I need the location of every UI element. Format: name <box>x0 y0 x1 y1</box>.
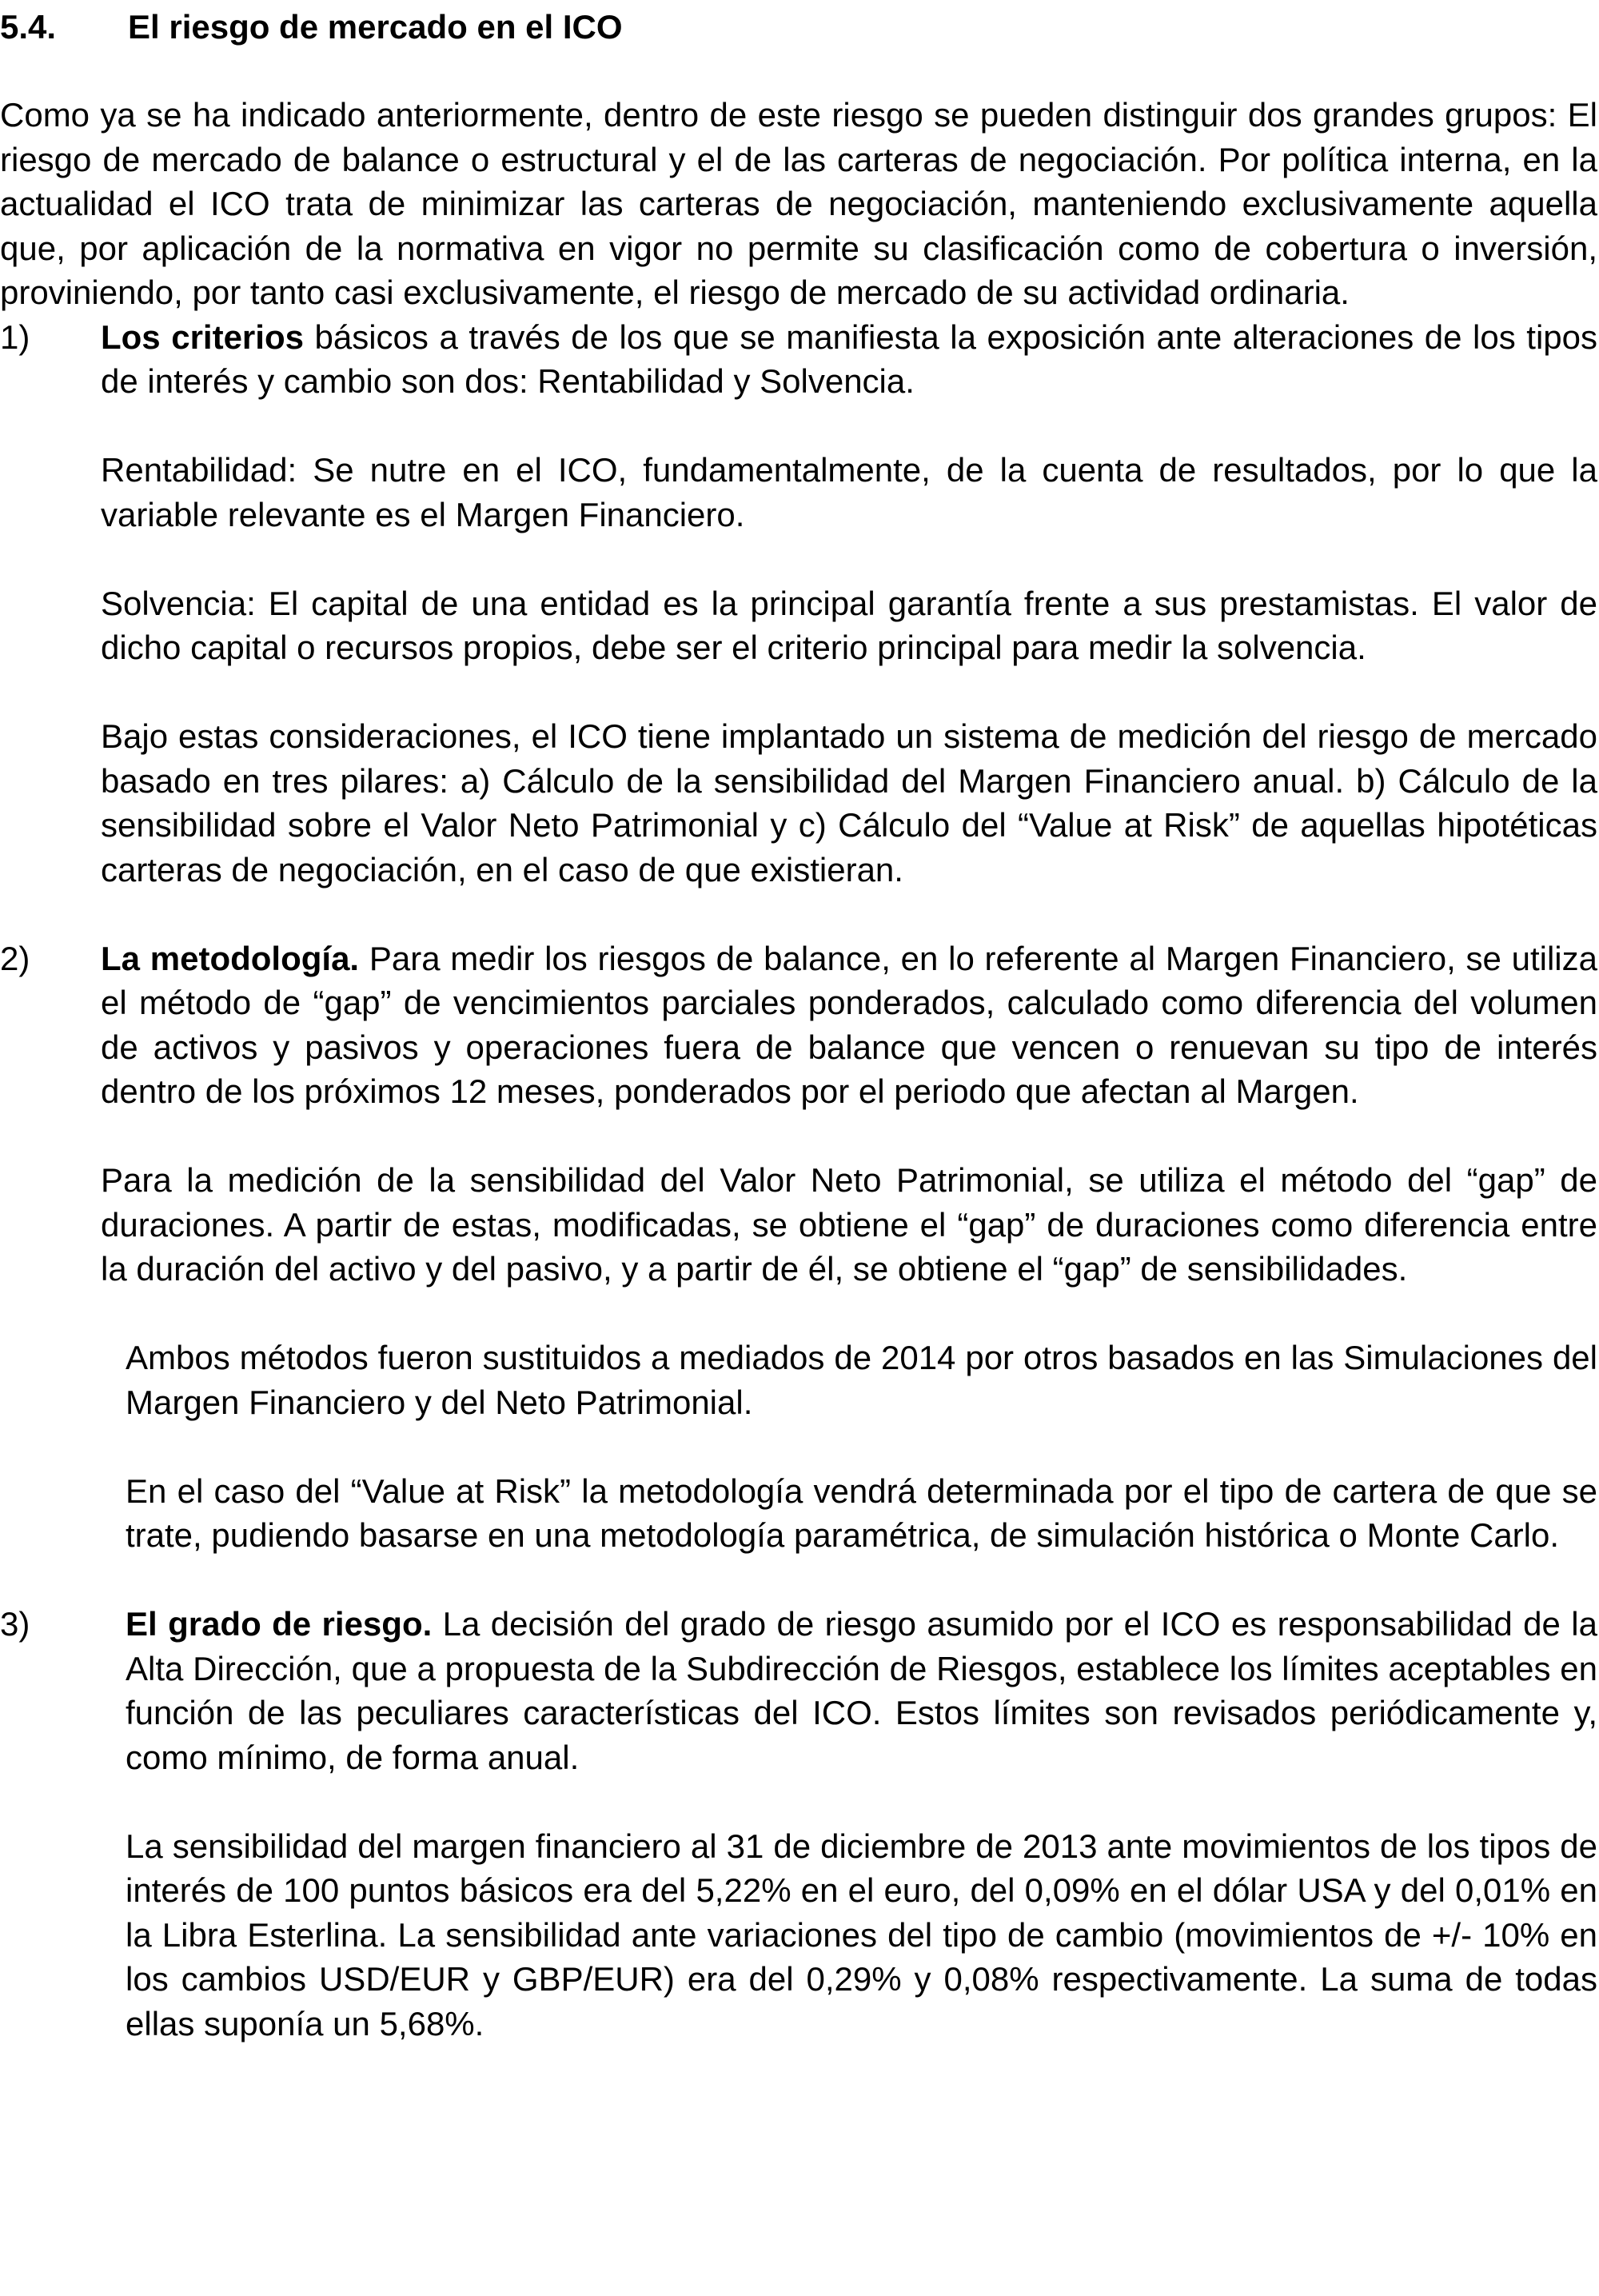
metodologia-paragraph <box>101 936 1597 1114</box>
sustitucion-paragraph: Ambos métodos fueron sustituidos a mediados de 2014 por otros basados en las Simulaciones del Margen Financiero y del Neto Patrimonial. <box>126 1339 1597 1421</box>
list-marker: 3) <box>0 1605 30 1643</box>
criterios-text: básicos a través de los que se manifiesta la exposición ante alteraciones de los tipos de interés y cambio son dos: Rentabilidad y Solvencia. <box>101 317 1597 400</box>
grado-riesgo-text: La decisión del grado de riesgo asumido por el ICO es responsabilidad de la Alta Dirección, que a propuesta de la Subdirección de Riesgos, establece los límites aceptables en función de las peculiares características del ICO. Estos límites son revisados periódicamente y, como mínimo, de forma anual. <box>126 1605 1597 1776</box>
criterios-lead: Los criterios <box>101 317 304 356</box>
spacer <box>0 1292 1597 1336</box>
section-title: El riesgo de mercado en el ICO <box>128 8 623 46</box>
spacer <box>0 892 1597 936</box>
list-item-body <box>126 1602 1597 2046</box>
metodologia-lead: La metodología. <box>101 939 360 977</box>
indented-block <box>0 1336 1597 1558</box>
pilares-paragraph: Bajo estas consideraciones, el ICO tiene implantado un sistema de medición del riesgo de mercado basado en tres pilares: a) Cálculo de la sensibilidad del Margen Financiero anual. b) Cálculo de la sensibilidad sobre el Valor Neto Patrimonial y c) Cálculo del “Value at Risk” de aquellas hipotéticas carteras de negociación, en el caso de que existieran. <box>101 717 1597 888</box>
rentabilidad-paragraph: Rentabilidad: Se nutre en el ICO, fundamentalmente, de la cuenta de resultados, por lo que la variable relevante es el Margen Financiero. <box>101 451 1597 533</box>
criterios-paragraph <box>101 315 1597 404</box>
spacer <box>0 1558 1597 1603</box>
grado-riesgo-paragraph <box>126 1602 1597 1779</box>
intro-paragraph: Como ya se ha indicado anteriormente, dentro de este riesgo se pueden distinguir dos grandes grupos: El riesgo de mercado de balance o estructural y el de las carteras de negociación. Por política interna, en la actualidad el ICO trata de minimizar las carteras de negociación, manteniendo exclusivamente aquella que, por aplicación de la normativa en vigor no permite su clasificación como de cobertura o inversión, proviniendo, por tanto casi exclusivamente, el riesgo de mercado de su actividad ordinaria. <box>0 96 1597 311</box>
solvencia-paragraph: Solvencia: El capital de una entidad es la principal garantía frente a sus prestamistas. El valor de dicho capital o recursos propios, debe ser el criterio principal para medir la solvencia. <box>101 584 1597 666</box>
list-item-metodologia <box>0 936 1597 1292</box>
list-marker: 1) <box>0 317 30 356</box>
list-item-grado-riesgo <box>0 1602 1597 2046</box>
section-heading <box>0 5 1597 49</box>
section-number: 5.4. <box>0 8 57 46</box>
list-item-body <box>101 315 1597 892</box>
grado-riesgo-lead: El grado de riesgo. <box>126 1605 433 1643</box>
list-marker: 2) <box>0 939 30 977</box>
list-item-criterios <box>0 315 1597 892</box>
valor-neto-paragraph: Para la medición de la sensibilidad del Valor Neto Patrimonial, se utiliza el método del “gap” de duraciones. A partir de estas, modificadas, se obtiene el “gap” de duraciones como diferencia entre la duración del activo y del pasivo, y a partir de él, se obtiene el “gap” de sensibilidades. <box>101 1161 1597 1288</box>
metodologia-text: Para medir los riesgos de balance, en lo referente al Margen Financiero, se utiliza el método de “gap” de vencimientos parciales ponderados, calculado como diferencia del volumen de activos y pasivos y operaciones fuera de balance que vencen o renuevan su tipo de interés dentro de los próximos 12 meses, ponderados por el periodo que afectan al Margen. <box>101 939 1597 1110</box>
var-paragraph: En el caso del “Value at Risk” la metodología vendrá determinada por el tipo de cartera de que se trate, pudiendo basarse en una metodología paramétrica, de simulación histórica o Monte Carlo. <box>126 1471 1597 1554</box>
list-item-body <box>101 936 1597 1292</box>
sensibilidad-paragraph: La sensibilidad del margen financiero al 31 de diciembre de 2013 ante movimientos de los tipos de interés de 100 puntos básicos era del 5,22% en el euro, del 0,09% en el dólar USA y del 0,01% en la Libra Esterlina. La sensibilidad ante variaciones del tipo de cambio (movimientos de +/- 10% en los cambios USD/EUR y GBP/EUR) era del 0,29% y 0,08% respectivamente. La suma de todas ellas suponía un 5,68%. <box>126 1827 1597 2042</box>
